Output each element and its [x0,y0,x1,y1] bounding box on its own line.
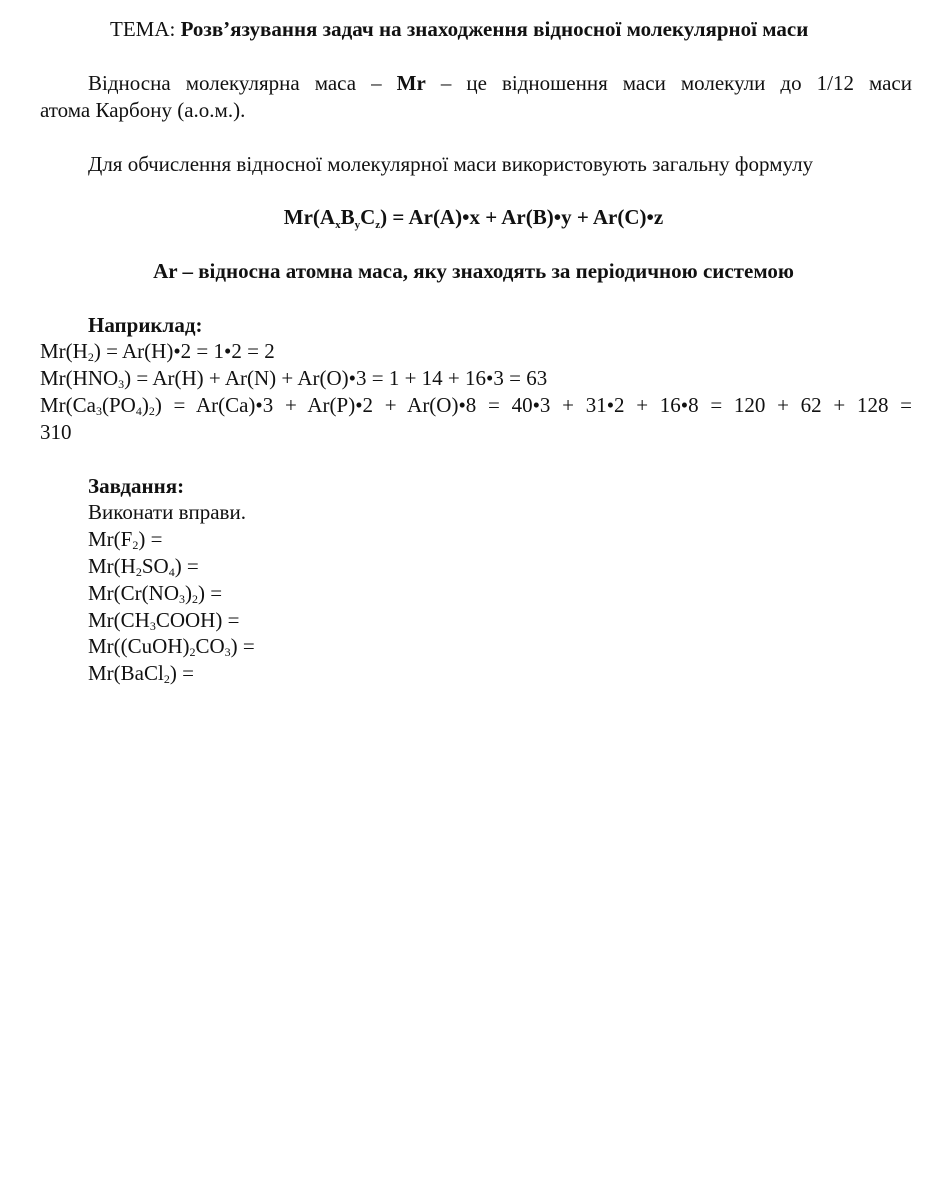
example-heading: Наприклад: [88,313,203,337]
definition-line-2: атома Карбону (а.о.м.). [40,98,246,122]
ex3-mid1: (PO [102,393,136,417]
page-title [110,16,808,43]
item-2-s1: 3 [178,592,185,606]
ex3-mid2: ) [141,393,149,417]
ex3-end: ) = Ar(Ca)•3 + Ar(P)•2 + Ar(O)•8 = 40•3 + 31•2 + 16•8 = 120 + 62 + 128 = [154,393,912,417]
title-prefix: ТЕМА: [110,17,181,41]
task-item-cr-no3-2 [88,580,222,607]
title-text: Розв’язування задач на знаходження відносної молекулярної маси [180,17,809,41]
item-2-a: Mr(Cr(NO [88,581,179,605]
general-formula [0,204,947,231]
item-3-a: Mr(CH [88,608,150,632]
item-3-b: COOH) = [155,608,240,632]
task-heading: Завдання: [88,474,185,498]
item-4-s1: 2 [189,645,196,659]
item-1-c: ) = [174,554,199,578]
task-instruction: Виконати вправи. [88,500,246,524]
formula-sub-y: y [354,219,361,231]
item-4-s2: 3 [224,645,231,659]
item-1-b: SO [141,554,169,578]
task-item-f2 [88,526,162,553]
item-2-c: ) = [197,581,223,605]
ex3-sub2: 4 [135,404,142,418]
task-item-ch3cooh [88,607,239,634]
definition-part2: – це відношення маси молекули до 1/12 маси [425,71,912,95]
item-0-s1: 2 [132,538,139,552]
ex1-end: ) = Ar(H)•2 = 1•2 = 2 [93,339,275,363]
item-1-s2: 4 [168,565,175,579]
ex3-sub1: 3 [96,404,102,418]
item-5-s1: 2 [163,672,170,686]
formula-sub-z: z [375,219,381,231]
ex1-start: Mr(H [40,339,88,363]
item-4-c: ) = [230,634,255,658]
formula-intro: Для обчислення відносної молекулярної маси використовують загальну формулу [88,152,814,176]
formula-rhs: ) = Ar(A)•x + Ar(B)•y + Ar(C)•z [380,205,664,229]
formula-lhs: Mr(A [283,205,336,229]
ex2-end: ) = Ar(H) + Ar(N) + Ar(O)•3 = 1 + 14 + 16•3 = 63 [124,366,548,390]
item-1-a: Mr(H [88,554,136,578]
task-item-h2so4 [88,553,199,580]
example-line-3 [40,392,912,419]
example-line-3-wrap: 310 [40,420,72,444]
ar-note: Ar – відносна атомна маса, яку знаходять за періодичною системою [153,259,794,283]
formula-sub-x: x [335,219,341,231]
definition-part1: Відносна молекулярна маса – [88,71,397,95]
item-2-b: ) [184,581,192,605]
definition-line-1 [88,70,912,97]
item-1-s1: 2 [135,565,142,579]
ex2-sub: 3 [118,377,125,391]
item-5-a: Mr(BaCl [88,661,164,685]
task-item-cuoh2co3 [88,633,255,660]
formula-c: C [360,205,376,229]
ex1-sub: 2 [87,350,94,364]
example-line-1 [40,338,275,365]
ex3-start: Mr(Ca [40,393,96,417]
item-0-b: ) = [138,527,163,551]
example-line-2 [40,365,547,392]
item-4-a: Mr((CuOH) [88,634,190,658]
item-5-b: ) = [169,661,194,685]
item-2-s2: 2 [191,592,198,606]
ex2-start: Mr(HNO [40,366,119,390]
task-item-bacl2 [88,660,194,687]
item-0-a: Mr(F [88,527,133,551]
formula-b: B [340,205,355,229]
item-4-b: CO [195,634,225,658]
item-3-s1: 3 [149,619,156,633]
definition-term: Mr [396,71,426,95]
ex3-sub3: 2 [148,404,155,418]
